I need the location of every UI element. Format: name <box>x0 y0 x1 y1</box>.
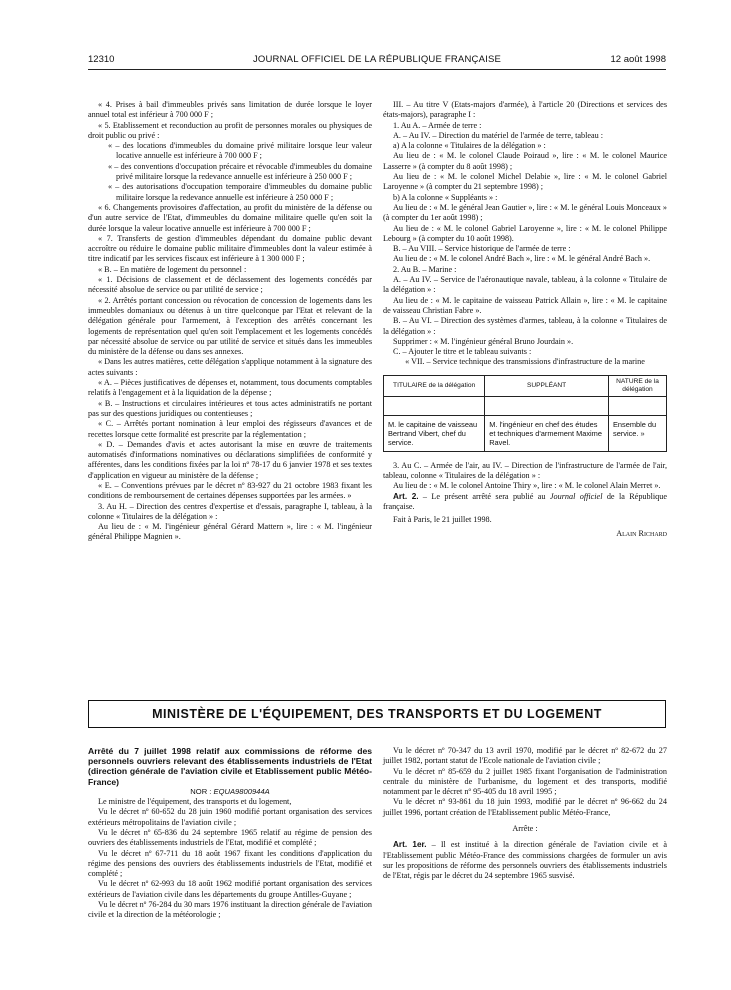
article-2: Art. 2. – Le présent arrêté sera publié au Journal officiel de la République française. <box>383 491 667 511</box>
paragraph: Vu le décret nº 70-347 du 13 avril 1970, modifié par le décret nº 82-672 du 27 juillet 1982, portant statut de l'Ecole nationale de l'aviation civile ; <box>383 746 667 766</box>
paragraph: C. – Ajouter le titre et le tableau suivants : <box>393 347 532 357</box>
paragraph: B. – Au VI. – Direction des systèmes d'armes, tableau, à la colonne « Titulaires de la délégation » : <box>383 316 667 336</box>
paragraph: « 6. Changements provisoires d'affectation, au profit du ministère de la défense ou d'un autre service de l'Etat, d'immeubles du domaine militaire quelle qu'en soit la durée lorsque la valeur locative annuelle est inférieure à 700 000 F ; <box>88 202 372 233</box>
paragraph: Supprimer : « M. l'ingénieur général Bruno Jourdain ». <box>393 336 574 346</box>
paragraph: Au lieu de : « M. le colonel Antoine Thiry », lire : « M. le colonel Alain Merret ». <box>393 481 661 491</box>
signature: Alain Richard <box>616 528 667 538</box>
paragraph: A. – Au IV. – Direction du matériel de l'armée de terre, tableau : <box>393 130 604 140</box>
left-paragraphs <box>88 100 372 543</box>
paragraph: Vu le décret nº 62-993 du 18 août 1962 modifié portant organisation des services extérieurs de l'aviation civile dans les départements du groupe Antilles-Guyane ; <box>88 879 372 899</box>
decree-title: Arrêté du 7 juillet 1998 relatif aux commissions de réforme des personnels ouvriers relevant des établissements industriels de l'Etat (direction générale de l'aviation civile et Etablissement public Météo-France) <box>88 746 372 787</box>
paragraph: « 4. Prises à bail d'immeubles privés sans limitation de durée lorsque le loyer annuel total est inférieur à 700 000 F ; <box>88 100 372 120</box>
paragraph: Au lieu de : « M. le colonel Michel Delabie », lire : « M. le colonel Gabriel Laroyenne » (à compter du 21 septembre 1998) ; <box>383 172 667 192</box>
table-cell: M. le capitaine de vaisseau Bertrand Vibert, chef du service. <box>384 415 485 451</box>
left-column <box>88 100 372 543</box>
table-cell: M. l'ingénieur en chef des études et techniques d'armement Maxime Ravel. <box>485 415 609 451</box>
decree-left-column <box>88 746 372 921</box>
table-header: TITULAIRE de la délégation <box>384 375 485 396</box>
paragraph: « C. – Arrêtés portant nomination à leur emploi des régisseurs d'avances et de recettes lorsque cette formalité est prescrite par la réglementation ; <box>88 419 372 439</box>
paragraph: Vu le décret nº 60-652 du 28 juin 1960 modifié portant organisation des services extérieurs métropolitains de l'aviation civile ; <box>88 807 372 827</box>
paragraph: « – des conventions d'occupation précaire et révocable d'immeubles du domaine privé militaire lorsque la redevance annuelle est inférieure à 250 000 F ; <box>108 161 372 182</box>
delegation-table <box>383 375 667 452</box>
paragraph: 2. Au B. – Marine : <box>393 264 457 274</box>
paragraph: « – des locations d'immeubles du domaine privé militaire lorsque leur valeur locative annuelle est inférieure à 700 000 F ; <box>108 141 372 161</box>
paragraph: « A. – Pièces justificatives de dépenses et, notamment, tous documents comptables relatifs à l'engagement et à la liquidation de la dépense ; <box>88 378 372 398</box>
issue-date: 12 août 1998 <box>610 54 666 65</box>
paragraph: « – des autorisations d'occupation temporaire d'immeubles du domaine public militaire lorsque la redevance annuelle est inférieure à 250 000 F ; <box>108 182 372 202</box>
nor-reference: NOR : EQUA9800944A <box>190 786 270 796</box>
paragraph: 3. Au H. – Direction des centres d'expertise et d'essais, paragraphe I, tableau, à la colonne « Titulaires de la délégation » : <box>88 501 372 521</box>
paragraph: Vu le décret nº 67-711 du 18 août 1967 fixant les conditions d'application du régime des pensions des ouvriers des établissements industriels de l'Etat, modifié et complété ; <box>88 848 372 879</box>
table-header: NATURE de la délégation <box>609 375 667 396</box>
decree-left-paragraphs <box>88 797 372 921</box>
table-header: SUPPLÉANT <box>485 375 609 396</box>
paragraph: « B. – Instructions et circulaires intérieures et tous actes administratifs ne portant pas sur des questions juridiques ou contentieuses ; <box>88 398 372 418</box>
article-1: Art. 1er. – Il est institué à la direction générale de l'aviation civile et à l'Etablissement public Météo-France des commissions chargées de formuler un avis sur les propositions de réforme des personnels ouvriers des établissements industriels de l'Etat, régis par le décret du 24 septembre 1965 susvisé. <box>383 840 667 881</box>
paragraph: III. – Au titre V (Etats-majors d'armée), à l'article 20 (Directions et services des états-majors), paragraphe I : <box>383 100 667 120</box>
paragraph: « 7. Transferts de gestion d'immeubles dépendant du domaine public devant accroître ou réduire le domaine public militaire d'immeubles dont la valeur estimée à titre indicatif par les services fiscaux est inférieure à 1 300 000 F ; <box>88 233 372 264</box>
paragraph: « 1. Décisions de classement et de déclassement des logements concédés par nécessité absolue de service ou par utilité de service ; <box>88 275 372 295</box>
paragraph: « VII. – Service technique des transmissions d'infrastructure de la marine <box>405 357 645 367</box>
paragraph: « 2. Arrêtés portant concession ou révocation de concession de logements dans les immeubles domaniaux ou détenus à un titre quelconque par l'Etat et relevant de la délégation générale pour l'armement, à l'exception des arrêtés concernant les logements de représentation quel qu'en soit l'emplacement et les logements concédés par nécessité absolue de service ou par utilité de service et situés dans les immeubles du ministère de la défense ou dans ses annexes. <box>88 295 372 357</box>
decree-right-column <box>383 746 667 882</box>
paragraph: Au lieu de : « M. le colonel André Bach », lire : « M. le général André Bach ». <box>393 254 651 264</box>
paragraph: Au lieu de : « M. l'ingénieur général Gérard Mattern », lire : « M. l'ingénieur général Philippe Magnien ». <box>88 522 372 542</box>
right-paragraphs-after <box>383 461 667 492</box>
paragraph: Au lieu de : « M. le capitaine de vaisseau Patrick Allain », lire : « M. le capitaine de vaisseau Christian Fabre ». <box>383 295 667 315</box>
paragraph: « D. – Demandes d'avis et actes autorisant la mise en œuvre de traitements automatisés d'informations nominatives ou déclarations simplifiées de conformité y afférentes, dans les conditions fixées par la loi nº 78-17 du 6 janvier 1978 et ses textes d'application en vigueur au ministère de la défense ; <box>88 439 372 480</box>
paragraph: B. – Au VIII. – Service historique de l'armée de terre : <box>393 244 571 254</box>
paragraph: Au lieu de : « M. le général Jean Gautier », lire : « M. le général Louis Monceaux » (à compter du 1er août 1998) ; <box>383 202 667 223</box>
header-rule <box>88 69 666 70</box>
paragraph: a) A la colonne « Titulaires de la délégation » : <box>393 141 546 151</box>
paragraph: b) A la colonne « Suppléants » : <box>393 192 498 202</box>
arrete-label: Arrête : <box>512 824 538 834</box>
paragraph: Vu le décret nº 93-861 du 18 juin 1993, modifié par le décret nº 96-662 du 24 juillet 1996, portant création de l'Etablissement public Météo-France, <box>383 797 667 817</box>
ministry-title: MINISTÈRE DE L'ÉQUIPEMENT, DES TRANSPORTS ET DU LOGEMENT <box>88 700 666 728</box>
page-header <box>88 54 666 68</box>
right-column <box>383 100 667 539</box>
paragraph: A. – Au IV. – Service de l'aéronautique navale, tableau, à la colonne « Titulaire de la délégation » : <box>383 275 667 295</box>
done-at: Fait à Paris, le 21 juillet 1998. <box>393 515 492 525</box>
journal-title: JOURNAL OFFICIEL DE LA RÉPUBLIQUE FRANÇAISE <box>252 54 502 65</box>
paragraph: « 5. Etablissement et reconduction au profit de personnes morales ou physiques de droit public ou privé : <box>88 120 372 140</box>
paragraph: 1. Au A. – Armée de terre : <box>393 120 482 130</box>
paragraph: « B. – En matière de logement du personnel : <box>98 264 247 274</box>
paragraph: « E. – Conventions prévues par le décret nº 83-927 du 21 octobre 1983 fixant les conditions de remboursement de certaines dépenses supportées par les armées. » <box>88 480 372 501</box>
paragraph: Vu le décret nº 65-836 du 24 septembre 1965 relatif au régime de pension des ouvriers des établissements industriels de l'Etat, modifié et complété ; <box>88 828 372 848</box>
decree-right-paragraphs <box>383 746 667 818</box>
right-paragraphs <box>383 100 667 368</box>
page-number: 12310 <box>88 54 115 65</box>
table-cell: Ensemble du service. » <box>609 415 667 451</box>
paragraph: Au lieu de : « M. le colonel Gabriel Laroyenne », lire : « M. le colonel Philippe Lebourg » (à compter du 10 août 1998). <box>383 223 667 243</box>
paragraph: Vu le décret nº 85-659 du 2 juillet 1985 fixant l'organisation de l'administration centrale du ministère de l'urbanisme, du logement et des transports, modifié notamment par le décret nº 95-405 du 18 avril 1995 ; <box>383 766 667 797</box>
paragraph: 3. Au C. – Armée de l'air, au IV. – Direction de l'infrastructure de l'armée de l'air, tableau, colonne « Titulaires de la délégation » : <box>383 460 667 481</box>
paragraph: Le ministre de l'équipement, des transports et du logement, <box>98 797 292 807</box>
paragraph: Au lieu de : « M. le colonel Claude Poiraud », lire : « M. le colonel Maurice Lasserre » (à compter du 8 août 1998) ; <box>383 151 667 171</box>
paragraph: « Dans les autres matières, cette délégation s'applique notamment à la signature des actes suivants : <box>88 357 372 377</box>
paragraph: Vu le décret nº 76-284 du 30 mars 1976 instituant la direction générale de l'aviation civile et la direction de la météorologie ; <box>88 900 372 920</box>
